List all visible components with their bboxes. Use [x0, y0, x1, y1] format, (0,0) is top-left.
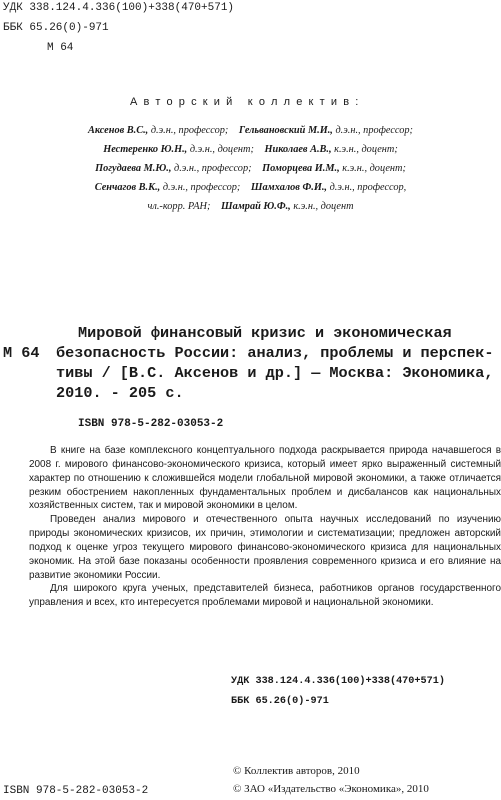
author-name: Шамхалов Ф.И.,	[250, 182, 327, 193]
isbn-footer: ISBN 978-5-282-03053-2	[3, 785, 149, 797]
udk-footer: УДК 338.124.4.336(100)+338(470+571)	[231, 676, 445, 687]
book-title-line: 2010. - 205 с.	[56, 384, 184, 402]
author-title: к.э.н., доцент;	[342, 163, 406, 174]
copyright-publisher: © ЗАО «Издательство «Экономика», 2010	[233, 783, 429, 795]
author-name: Аксенов В.С.,	[88, 125, 149, 136]
author-title: д.э.н., профессор,	[329, 182, 407, 193]
book-catalog-code: М 64	[3, 344, 40, 362]
author-name: Николаев А.В.,	[264, 144, 332, 155]
author-title: к.э.н., доцент	[293, 201, 354, 212]
annotation-paragraph: Для широкого круга ученых, представителей бизнеса, работников органов государственного управления и всех, кто интересуется проблемами мировой и национальной экономики.	[29, 583, 501, 609]
author-title: д.э.н., профессор;	[162, 182, 241, 193]
bbk-header: ББК 65.26(0)-971	[3, 22, 109, 34]
author-title: к.э.н., доцент;	[334, 144, 398, 155]
authors-line	[0, 182, 501, 193]
udk-header: УДК 338.124.4.336(100)+338(470+571)	[3, 2, 235, 14]
authors-line	[0, 201, 501, 212]
annotation	[29, 444, 501, 610]
author-name: Поморцева И.М.,	[262, 163, 340, 174]
annotation-paragraph: Проведен анализ мирового и отечественного опыта научных исследований по изучению природы экономических кризисов, их причин, этимологии и систематизации; предложен авторский подход к оценке угроз текущего мирового финансово-экономического кризиса для национальных экономик. На этой базе показаны особенности проявления современного кризиса и его влияние на развитие экономики России.	[29, 514, 501, 581]
author-name: Нестеренко Ю.Н.,	[103, 144, 188, 155]
author-name: Сенчагов В.К.,	[94, 182, 161, 193]
author-name: Гельвановский М.И.,	[238, 125, 333, 136]
author-title: д.э.н., профессор;	[174, 163, 252, 174]
authors-line	[0, 163, 501, 174]
copyright-authors: © Коллектив авторов, 2010	[233, 765, 360, 777]
authors-line	[0, 144, 501, 155]
author-name: Погудаева М.Ю.,	[95, 163, 172, 174]
book-isbn: ISBN 978-5-282-03053-2	[78, 418, 224, 430]
book-title-line: безопасность России: анализ, проблемы и перспек-	[56, 344, 494, 362]
authors-heading: Авторский коллектив:	[130, 96, 365, 108]
author-title: чл.-корр. РАН;	[147, 201, 211, 212]
author-title: д.э.н., доцент;	[189, 144, 254, 155]
book-title-line: тивы / [В.С. Аксенов и др.] — Москва: Экономика,	[56, 364, 494, 382]
author-name: Шамрай Ю.Ф.,	[221, 201, 291, 212]
book-title-line: Мировой финансовый кризис и экономическая	[78, 324, 452, 342]
bbk-footer: ББК 65.26(0)-971	[231, 696, 329, 707]
catalog-code-header: М 64	[47, 42, 74, 54]
author-title: д.э.н., профессор;	[335, 125, 413, 136]
author-title: д.э.н., профессор;	[150, 125, 229, 136]
authors-line	[0, 125, 501, 136]
annotation-paragraph: В книге на базе комплексного концептуального подхода раскрывается природа начавшегося в 2008 г. мирового финансово-экономического кризиса, который имеет ярко выраженный системный характер по отношению к сложившейся модели глобальной мировой экономики, а также отличается резким обострением накопленных фундаментальных проблем и дисбалансов как национальных хозяйственных систем, так и мировой экономики в целом.	[29, 445, 501, 512]
